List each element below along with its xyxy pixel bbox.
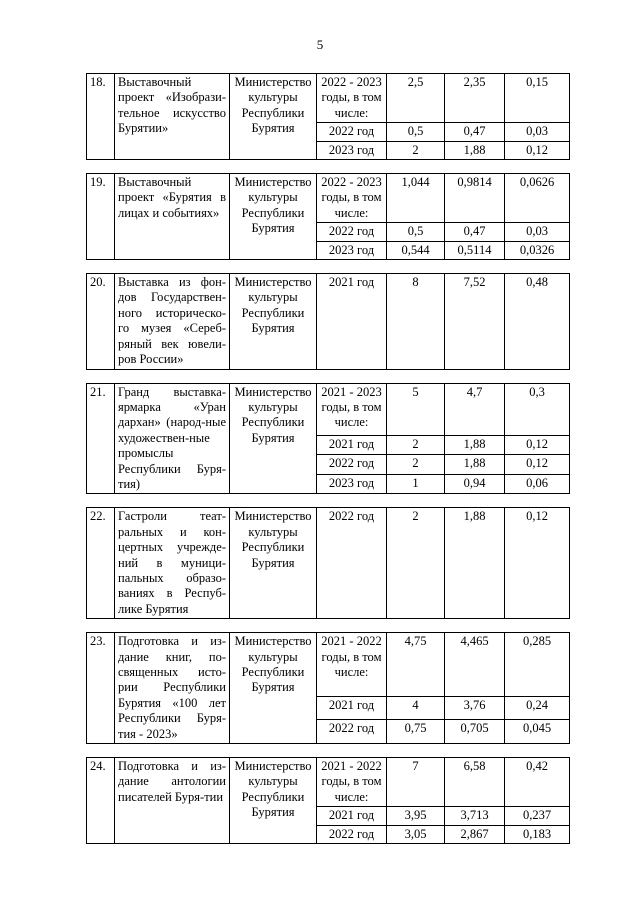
regional-value: 0,285 — [505, 633, 570, 696]
regional-value: 0,42 — [505, 758, 570, 807]
total-value: 2,5 — [387, 74, 445, 123]
federal-value: 7,52 — [445, 274, 505, 369]
row-number: 19. — [87, 174, 115, 260]
regional-value: 0,03 — [505, 223, 570, 241]
measure-name: Гастроли теат-ральных и кон-цертных учрежде-ний в муници-пальных образо-ваниях в Респуб-лике Бурятия — [115, 508, 230, 619]
federal-value: 3,76 — [445, 696, 505, 720]
measure-name: Выставочный проект «Бурятия в лицах и событиях» — [115, 174, 230, 260]
measure-name: Выставочный проект «Изобрази-тельное искусство Бурятии» — [115, 74, 230, 160]
federal-value: 3,713 — [445, 807, 505, 825]
executor: Министерство культуры Республики Бурятия — [230, 508, 317, 619]
federal-value: 1,88 — [445, 508, 505, 619]
measures-table — [86, 73, 570, 844]
federal-value: 0,47 — [445, 223, 505, 241]
row-separator — [87, 744, 570, 758]
period: 2023 год — [317, 474, 387, 494]
federal-value: 0,47 — [445, 123, 505, 141]
total-value: 2 — [387, 435, 445, 455]
table-row — [87, 274, 570, 369]
period: 2021 год — [317, 696, 387, 720]
federal-value: 0,94 — [445, 474, 505, 494]
regional-value: 0,183 — [505, 825, 570, 843]
executor: Министерство культуры Республики Бурятия — [230, 174, 317, 260]
table-row — [87, 758, 570, 807]
total-value: 0,5 — [387, 223, 445, 241]
period: 2022 год — [317, 123, 387, 141]
regional-value: 0,06 — [505, 474, 570, 494]
separator-cell — [87, 744, 570, 758]
separator-cell — [87, 160, 570, 174]
executor: Министерство культуры Республики Бурятия — [230, 633, 317, 744]
total-value: 1,044 — [387, 174, 445, 223]
federal-value: 1,88 — [445, 141, 505, 159]
measure-name: Подготовка и из-дание антологии писателей Буря-тии — [115, 758, 230, 844]
regional-value: 0,12 — [505, 141, 570, 159]
row-number: 22. — [87, 508, 115, 619]
federal-value: 4,465 — [445, 633, 505, 696]
table-row — [87, 174, 570, 223]
period: 2022 - 2023 годы, в том числе: — [317, 74, 387, 123]
period: 2022 год — [317, 223, 387, 241]
separator-cell — [87, 369, 570, 383]
regional-value: 0,12 — [505, 455, 570, 475]
federal-value: 0,5114 — [445, 241, 505, 259]
federal-value: 1,88 — [445, 435, 505, 455]
total-value: 2 — [387, 141, 445, 159]
regional-value: 0,237 — [505, 807, 570, 825]
row-number: 21. — [87, 383, 115, 494]
period: 2022 год — [317, 508, 387, 619]
federal-value: 0,705 — [445, 720, 505, 744]
regional-value: 0,48 — [505, 274, 570, 369]
federal-value: 2,35 — [445, 74, 505, 123]
period: 2023 год — [317, 141, 387, 159]
federal-value: 6,58 — [445, 758, 505, 807]
total-value: 4 — [387, 696, 445, 720]
period: 2021 - 2023 годы, в том числе: — [317, 383, 387, 435]
row-number: 20. — [87, 274, 115, 369]
table-row — [87, 383, 570, 435]
regional-value: 0,0326 — [505, 241, 570, 259]
regional-value: 0,03 — [505, 123, 570, 141]
total-value: 0,75 — [387, 720, 445, 744]
federal-value: 2,867 — [445, 825, 505, 843]
regional-value: 0,12 — [505, 435, 570, 455]
regional-value: 0,0626 — [505, 174, 570, 223]
period: 2021 год — [317, 807, 387, 825]
regional-value: 0,24 — [505, 696, 570, 720]
total-value: 2 — [387, 508, 445, 619]
page-number: 5 — [316, 37, 324, 52]
measure-name: Подготовка и из-дание книг, по-священных исто-рии Республики Бурятия «100 лет Республики Буря-тия - 2023» — [115, 633, 230, 744]
regional-value: 0,045 — [505, 720, 570, 744]
period: 2022 год — [317, 720, 387, 744]
separator-cell — [87, 619, 570, 633]
total-value: 3,95 — [387, 807, 445, 825]
row-separator — [87, 494, 570, 508]
total-value: 5 — [387, 383, 445, 435]
federal-value: 4,7 — [445, 383, 505, 435]
row-number: 23. — [87, 633, 115, 744]
measure-name: Гранд выставка-ярмарка «Уран дархан» (народ-ные художествен-ные промыслы Республики Буря-тия) — [115, 383, 230, 494]
total-value: 7 — [387, 758, 445, 807]
federal-value: 1,88 — [445, 455, 505, 475]
measure-name: Выставка из фон-дов Государствен-ного историческо-го музея «Сереб-ряный век ювели-ров России» — [115, 274, 230, 369]
regional-value: 0,12 — [505, 508, 570, 619]
regional-value: 0,15 — [505, 74, 570, 123]
total-value: 1 — [387, 474, 445, 494]
row-number: 24. — [87, 758, 115, 844]
period: 2022 год — [317, 455, 387, 475]
regional-value: 0,3 — [505, 383, 570, 435]
executor: Министерство культуры Республики Бурятия — [230, 383, 317, 494]
period: 2023 год — [317, 241, 387, 259]
total-value: 8 — [387, 274, 445, 369]
table-row — [87, 508, 570, 619]
total-value: 0,544 — [387, 241, 445, 259]
row-separator — [87, 619, 570, 633]
period: 2022 - 2023 годы, в том числе: — [317, 174, 387, 223]
executor: Министерство культуры Республики Бурятия — [230, 758, 317, 844]
period: 2021 - 2022 годы, в том числе: — [317, 633, 387, 696]
table-row — [87, 633, 570, 696]
row-separator — [87, 160, 570, 174]
total-value: 0,5 — [387, 123, 445, 141]
total-value: 2 — [387, 455, 445, 475]
row-number: 18. — [87, 74, 115, 160]
row-separator — [87, 260, 570, 274]
period: 2021 год — [317, 435, 387, 455]
table-row — [87, 74, 570, 123]
executor: Министерство культуры Республики Бурятия — [230, 274, 317, 369]
period: 2022 год — [317, 825, 387, 843]
separator-cell — [87, 494, 570, 508]
executor: Министерство культуры Республики Бурятия — [230, 74, 317, 160]
period: 2021 год — [317, 274, 387, 369]
row-separator — [87, 369, 570, 383]
federal-value: 0,9814 — [445, 174, 505, 223]
total-value: 3,05 — [387, 825, 445, 843]
period: 2021 - 2022 годы, в том числе: — [317, 758, 387, 807]
total-value: 4,75 — [387, 633, 445, 696]
separator-cell — [87, 260, 570, 274]
